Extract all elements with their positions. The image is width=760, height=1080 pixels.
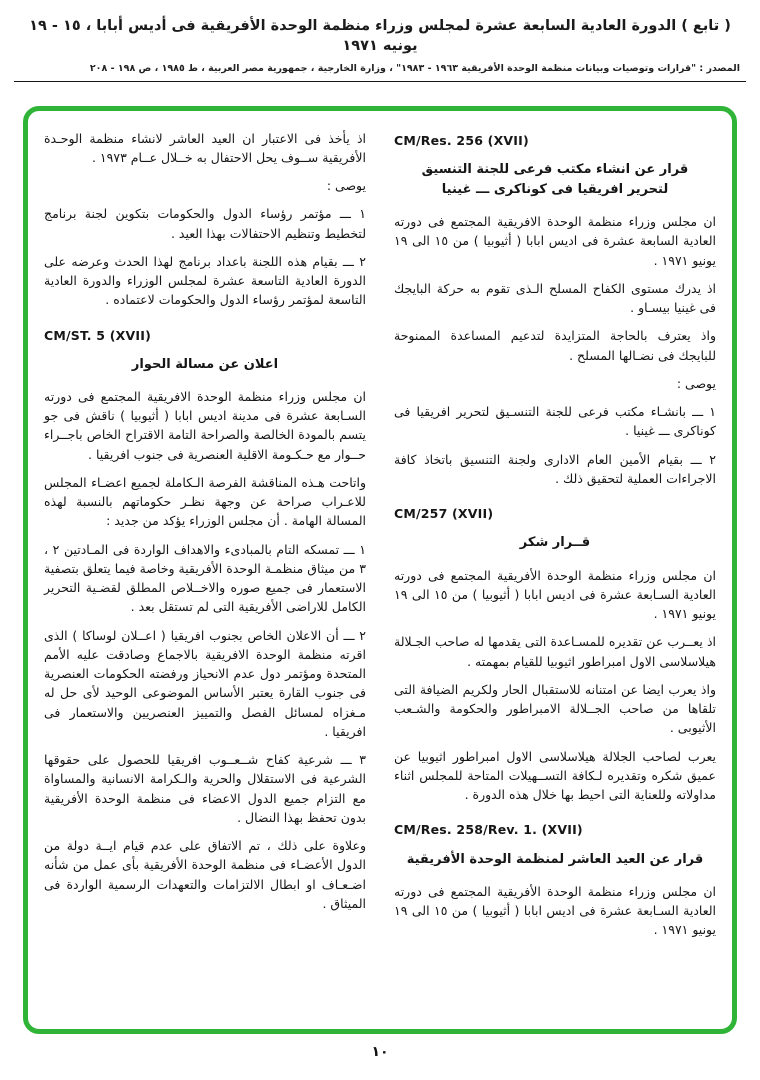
document-footer — [0, 1044, 760, 1060]
section-code: CM/ST. 5 (XVII) — [44, 327, 151, 343]
paragraph: اذ يأخذ فى الاعتبار ان العيد العاشر لانشاء منظمة الوحـدة الأفريقية ســوف يحل الاحتفال به خــلال عــام ١٩٧٣ . — [44, 130, 366, 165]
columns — [44, 129, 716, 1011]
header-title: ( تابع ) الدورة العادية السابعة عشرة لمجلس وزراء منظمة الوحدة الأفريقية فى أديس أبابا ، ١٥ - ١٩ يونيه ١٩٧١ — [29, 18, 731, 55]
section-code: CM/Res. 256 (XVII) — [394, 132, 529, 148]
paragraph: يعرب لصاحب الجلالة هيلاسلاسى الاول امبراطور اثيوبيا عن عميق شكره وتقديره لـكافة التســهيلات المتاحة للمجلس اثناء مداولاته وللعناية التى احيط بها خلال هذه الدورة . — [394, 748, 716, 803]
paragraph: وعلاوة على ذلك ، تم الاتفاق على عدم قيام ايــة دولة من الدول الأعضـاء فى منظمة الوحدة الأفريقية بأى عمل من شأنه اضـعـاف او ابطال الالتزامات والتعهدات الرسمية الواردة فى الميثاق . — [44, 838, 366, 911]
section-title: قــرار شكر — [519, 535, 591, 551]
source-line: المصدر : "قرارات وتوصيات وبيانات منظمة الوحدة الأفريقية ١٩٦٣ - ١٩٨٣" ، وزارة الخارجية ، جمهورية مصر العربية ، ط ١٩٨٥ ، ص ١٩٨ - ٢٠٨ — [89, 62, 740, 74]
section-code: CM/Res. 258/Rev. 1. (XVII) — [394, 822, 583, 838]
section-cm-st-5 — [44, 326, 366, 914]
paragraph: ٣ ـــ شرعية كفاح شــعــوب افريقيا للحصول على حقوقها الشرعية فى الاستقلال والحرية والـكرامة الانسانية والمساواة مع التزام جميع الدول الاعضاء فى منظمة الوحدة الأفريقية بدون تحفظ بهذا النضال . — [44, 752, 366, 825]
paragraph: يوصى : — [326, 178, 366, 194]
section-title: قرار عن انشاء مكتب فرعى للجنة التنسيق لتحرير افريقيا فى كوناكرى ـــ غينيا — [421, 161, 689, 197]
paragraph: ١ ـــ مؤتمر رؤساء الدول والحكومات بتكوين لجنة برنامج لتخطيط وتنظيم الاحتفالات بهذا العيد . — [44, 206, 366, 241]
paragraph: ١ ـــ تمسكه التام بالمبادىء والاهداف الواردة فى المـادتين ٢ ، ٣ من ميثاق منظمـة الوحدة الأفريقية وخاصة فيما يتعلق بتصفية الاستعمار فى جميع صوره والاخــلاص المطلق لقضـية التحرير الكامل للاراضى الأفريقية التى لم تستقل بعد . — [44, 541, 366, 615]
paragraph: ٢ ـــ بقيام هذه اللجنة باعداد برنامج لهذا الحدث وعرضه على الدورة العادية التاسعة عشرة لمجلس الوزراء والدورة العادية التاسعة لمؤتمر رؤساء الدول والحكومات لاعتماده . — [44, 253, 366, 308]
paragraph: ٢ ـــ بقيام الأمين العام الادارى ولجنة التنسيق باتخاذ كافة الاجراءات العملية لتحقيق ذلك . — [394, 451, 716, 486]
paragraph: ان مجلس وزراء منظمة الوحدة الأفريقية المجتمع فى دورته العادية السـابعة عشرة فى اديس ابابا ( أثيوبيا ) من ١٥ الى ١٩ يونيو ١٩٧١ . — [394, 567, 717, 622]
paragraph: يوصى : — [676, 375, 716, 391]
section-code: CM/257 (XVII) — [394, 506, 494, 522]
document-header — [14, 0, 746, 82]
paragraph: واذ يعرب ايضا عن امتنانه للاستقبال الحار ولكريم الضيافة التى تلقاها من صاحب الجــلالة الامبراطور والحكومة والشـعب الأثيوبى . — [394, 681, 716, 736]
paragraph: ١ ـــ بانشـاء مكتب فرعى للجنة التنسـيق لتحرير افريقيا فى كوناكرى ـــ غينيا . — [394, 404, 716, 439]
paragraph: ان مجلس وزراء منظمة الوحدة الافريقية المجتمع فى دورته العادية السابعة عشرة فى اديس ابابا ( أثيوبيا ) من ١٥ الى ١٩ يونيو ١٩٧١ . — [394, 214, 716, 268]
paragraph: اذ يعــرب عن تقديره للمسـاعدة التى يقدمها له صاحب الجـلالة هيلاسلاسى الاول امبراطور اثيوبيا للقيام بمهمته . — [394, 634, 716, 669]
column-right — [394, 129, 716, 1011]
section-cm-257 — [394, 504, 716, 804]
paragraph: ان مجلس وزراء منظمة الوحدة الأفريقية المجتمع فى دورته العادية السـابعة عشرة فى اديس ابابا ( أثيوبيا ) من ١٥ الى ١٩ يونيو ١٩٧١ . — [394, 883, 717, 938]
paragraph: اذ يدرك مستوى الكفاح المسلح الـذى تقوم به حركة البايجك فى غينيا بيسـاو . — [394, 280, 716, 316]
page-number: ١٠ — [371, 1044, 389, 1060]
section-title: اعلان عن مسالة الحوار — [131, 356, 279, 372]
content-frame — [23, 106, 737, 1034]
column-left — [44, 129, 366, 1011]
paragraph: واتاحت هـذه المناقشة الفرصة الـكاملة لجميع اعضـاء المجلس للاعـراب صراحة عن وجهة نظـر حكوماتهم بالنسبة لهذه المسالة الهامة . أن مجلس الوزراء يؤكد من جديد : — [44, 474, 366, 529]
section-title: قرار عن العيد العاشر لمنظمة الوحدة الأفريقية — [406, 851, 704, 867]
section-cm-res-258 — [394, 820, 716, 939]
paragraph: ٢ ـــ أن الاعلان الخاص بجنوب افريقيا ( اعــلان لوساكا ) الذى اقرته منظمة الوحدة الافريقية بالاجماع وصادقت عليه الأمم المتحدة ومؤتمر دول عدم الانحياز ورفضته الحكومات العنصرية فى جنوب القارة يعتبر الأساس الموضوعى الوحيد لأى حل له مـغزاه لمسائل الفصل والتمييز العنصريين والاستعمار فى افريقيا . — [44, 627, 366, 739]
section-cm-res-256 — [394, 131, 716, 489]
paragraph: ان مجلس وزراء منظمة الوحدة الافريقية المجتمع فى دورته السـابعة عشرة فى مدينة اديس ابابا ( أثيوبيا ) ناقش فى جو يتسم بالمودة الخالصة والصراحة التامة الاقتراح الخاص باجــراء حــوار مع حـكـومة الاقلية العنصرية فى جنوب افريقيا . — [44, 388, 366, 462]
section-cm-res-258-continuation — [44, 129, 366, 310]
paragraph: واذ يعترف بالحاجة المتزايدة لتدعيم المساعدة الممنوحة للبايجك فى نضـالها المسلح . — [394, 328, 716, 363]
